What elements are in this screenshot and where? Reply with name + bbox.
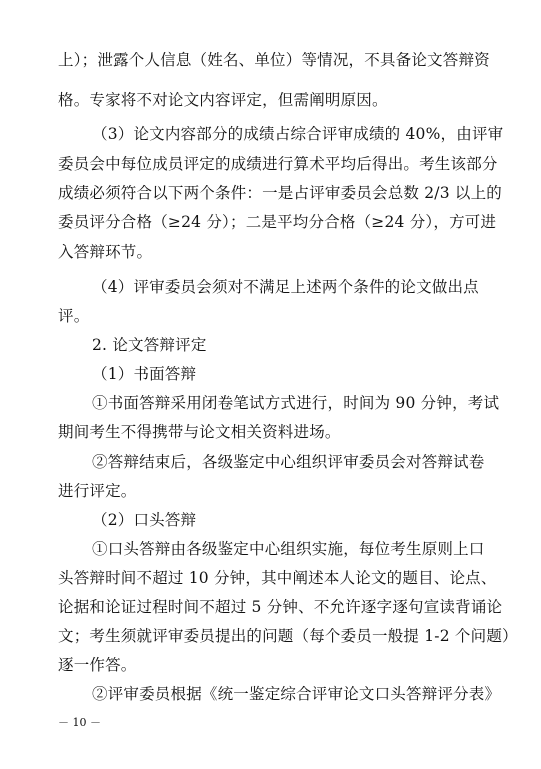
body-line: ②评审委员根据《统一鉴定综合评审论文口头答辩评分表》 (92, 685, 501, 703)
body-line: 委员会中每位成员评定的成绩进行算术平均后得出。考生该部分 (58, 155, 498, 173)
body-line: 上）；泄露个人信息（姓名、单位）等情况，不具备论文答辩资 (58, 51, 490, 69)
body-line: 进行评定。 (58, 482, 137, 500)
section-heading: 2. 论文答辩评定 (92, 336, 207, 354)
body-line: 评。 (58, 307, 90, 325)
body-line: ①口头答辩由各级鉴定中心组织实施，每位考生原则上口 (92, 540, 485, 558)
body-line: （3）论文内容部分的成绩占综合评审成绩的 40%，由评审 (92, 125, 504, 143)
body-line: 成绩必须符合以下两个条件：一是占评审委员会总数 2/3 以上的 (58, 184, 503, 202)
subsection-heading: （2）口头答辩 (92, 511, 197, 529)
body-line: （4）评审委员会须对不满足上述两个条件的论文做出点 (92, 278, 479, 296)
body-line: 文；考生须就评审委员提出的问题（每个委员一般提 1-2 个问题） (58, 627, 518, 645)
body-line: 逐一作答。 (58, 656, 137, 674)
subsection-heading: （1）书面答辩 (92, 365, 197, 383)
body-line: 期间考生不得携带与论文相关资料进场。 (58, 423, 341, 441)
body-line: 入答辩环节。 (58, 243, 153, 261)
body-line: ①书面答辩采用闭卷笔试方式进行，时间为 90 分钟，考试 (92, 394, 500, 412)
body-line: ②答辩结束后，各级鉴定中心组织评审委员会对答辩试卷 (92, 453, 485, 471)
page-number: － 10 － (58, 716, 101, 729)
body-line: 头答辩时间不超过 10 分钟，其中阐述本人论文的题目、论点、 (58, 569, 497, 587)
body-line: 论据和论证过程时间不超过 5 分钟、不允许逐字逐句宣读背诵论 (58, 598, 503, 616)
body-line: 格。专家将不对论文内容评定，但需阐明原因。 (58, 91, 388, 109)
body-line: 委员评分合格（≥24 分）；二是平均分合格（≥24 分），方可进 (58, 213, 497, 231)
